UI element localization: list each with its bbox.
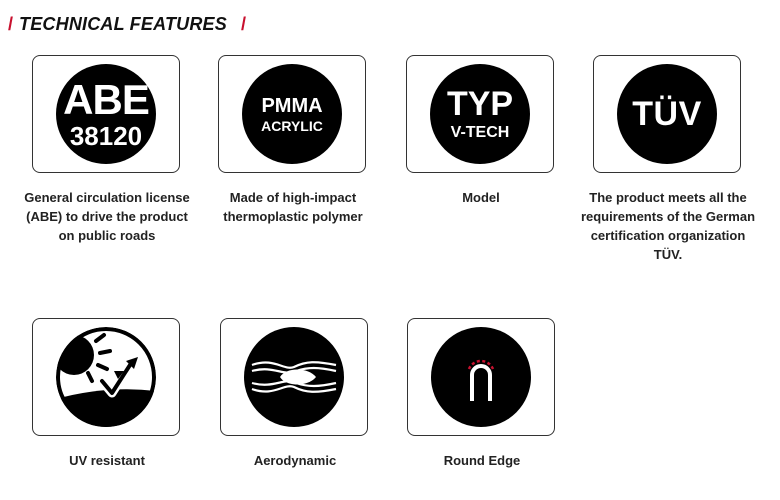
header-slash-right: / (240, 13, 246, 34)
uv-resistant-icon (56, 327, 156, 427)
pmma-acrylic-icon (242, 64, 342, 164)
feature-label-pmma: Made of high-impact thermoplastic polymer (223, 190, 363, 224)
tuv-badge-text: TÜV (632, 95, 702, 133)
aerodynamic-icon (244, 327, 344, 427)
feature-tile (32, 318, 180, 436)
abe-badge-text: ABE (63, 76, 149, 123)
feature-label-tuv: The product meets all the requirements of the German certification organization TÜV. (580, 190, 756, 262)
header-slash-left: / (8, 13, 14, 34)
pmma-badge-text: PMMA (261, 94, 323, 117)
feature-tile (220, 318, 368, 436)
vtech-badge-text: V-TECH (450, 124, 510, 141)
feature-tile (407, 318, 555, 436)
feature-tile (406, 55, 554, 173)
tuv-certification-icon (617, 64, 717, 164)
typ-badge-text: TYP (446, 85, 514, 123)
abe-badge-number: 38120 (69, 121, 143, 151)
abe-certification-icon (56, 64, 156, 164)
acrylic-badge-text: ACRYLIC (261, 117, 323, 134)
feature-label-model: Model (462, 190, 500, 205)
feature-tile (218, 55, 366, 173)
feature-tile (593, 55, 741, 173)
typ-vtech-icon (430, 64, 530, 164)
feature-label-uv: UV resistant (69, 453, 145, 468)
feature-tile (32, 55, 180, 173)
section-title: TECHNICAL FEATURES (19, 13, 227, 34)
feature-label-abe: General circulation license (ABE) to drive the product on public roads (24, 190, 190, 243)
round-edge-icon (431, 327, 531, 427)
feature-label-round-edge: Round Edge (443, 453, 521, 468)
section-header (8, 12, 246, 36)
feature-label-aero: Aerodynamic (253, 453, 337, 468)
